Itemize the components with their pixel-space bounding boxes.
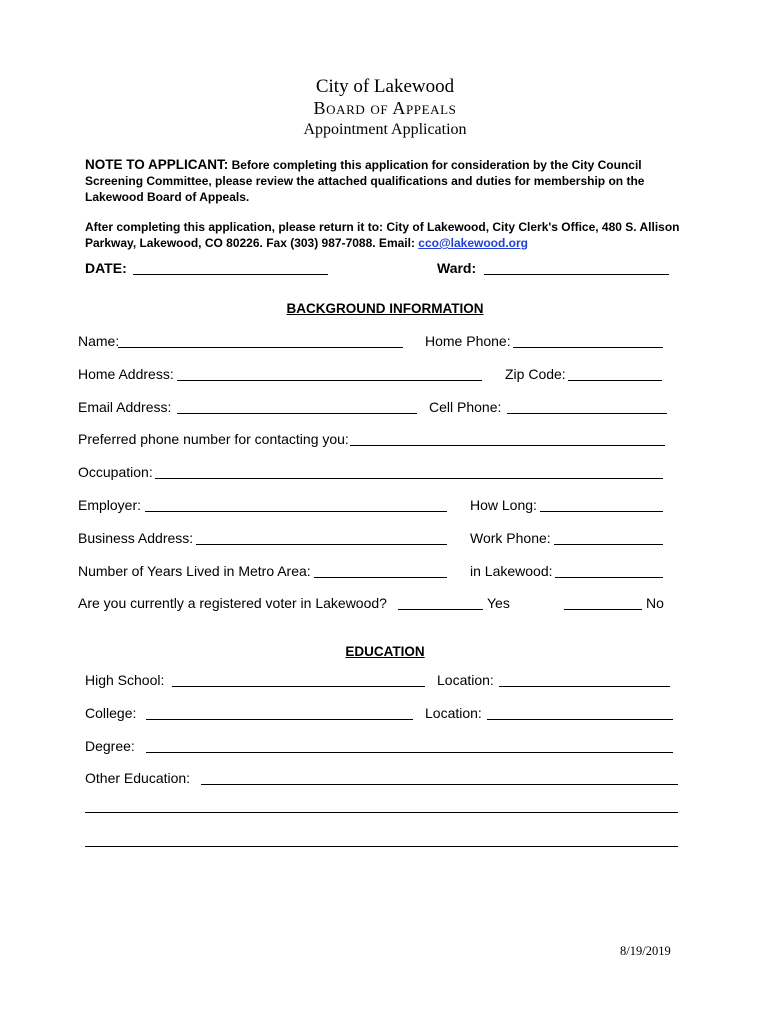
work-phone-label: Work Phone: <box>470 530 551 546</box>
ward-field[interactable] <box>484 274 669 275</box>
form-subtitle: Appointment Application <box>303 121 467 138</box>
note-text: Before completing this application for consideration by the City Council Screening Committee, please review the attached qualifications and duties for membership on the Lakewood Board of Appeals. <box>85 158 645 204</box>
home-address-label: Home Address: <box>78 366 174 382</box>
years-metro-label: Number of Years Lived in Metro Area: <box>78 563 311 579</box>
college-location-label: Location: <box>425 705 482 721</box>
business-address-field[interactable] <box>196 544 447 545</box>
voter-yes-field[interactable] <box>398 609 483 610</box>
email-address-label: Email Address: <box>78 399 172 415</box>
home-address-field[interactable] <box>177 380 482 381</box>
background-heading: BACKGROUND INFORMATION <box>286 301 484 316</box>
high-school-location-label: Location: <box>437 672 494 688</box>
return-instructions <box>85 219 695 251</box>
high-school-field[interactable] <box>172 686 425 687</box>
college-location-field[interactable] <box>487 719 673 720</box>
email-link[interactable]: cco@lakewood.org <box>418 236 529 250</box>
ward-label: Ward: <box>437 260 477 276</box>
email-address-field[interactable] <box>177 413 417 414</box>
how-long-field[interactable] <box>540 511 663 512</box>
education-heading: EDUCATION <box>345 644 425 659</box>
how-long-label: How Long: <box>470 497 537 513</box>
occupation-label: Occupation: <box>78 464 153 480</box>
preferred-phone-field[interactable] <box>350 445 665 446</box>
other-education-line-3[interactable] <box>85 846 678 847</box>
zip-code-field[interactable] <box>568 380 662 381</box>
other-education-line-2[interactable] <box>85 812 678 813</box>
voter-yes-label: Yes <box>487 595 510 611</box>
board-title: Board of Appeals <box>313 98 457 118</box>
note-lead: NOTE TO APPLICANT: <box>85 157 229 172</box>
voter-question: Are you currently a registered voter in Lakewood? <box>78 595 387 611</box>
business-address-label: Business Address: <box>78 530 194 546</box>
in-lakewood-label: in Lakewood: <box>470 563 553 579</box>
date-field[interactable] <box>133 274 328 275</box>
degree-field[interactable] <box>146 752 673 753</box>
college-field[interactable] <box>146 719 413 720</box>
zip-code-label: Zip Code: <box>505 366 566 382</box>
college-label: College: <box>85 705 137 721</box>
high-school-label: High School: <box>85 672 165 688</box>
other-education-field[interactable] <box>201 784 678 785</box>
voter-no-label: No <box>646 595 664 611</box>
home-phone-field[interactable] <box>513 347 663 348</box>
other-education-label: Other Education: <box>85 770 191 786</box>
cell-phone-label: Cell Phone: <box>429 399 502 415</box>
in-lakewood-field[interactable] <box>555 577 663 578</box>
work-phone-field[interactable] <box>554 544 663 545</box>
high-school-location-field[interactable] <box>499 686 670 687</box>
note-to-applicant <box>85 157 695 205</box>
voter-no-field[interactable] <box>564 609 642 610</box>
occupation-field[interactable] <box>155 478 663 479</box>
name-label: Name: <box>78 333 120 349</box>
preferred-phone-label: Preferred phone number for contacting you: <box>78 431 349 447</box>
revision-date: 8/19/2019 <box>620 944 671 958</box>
name-field[interactable] <box>118 347 403 348</box>
return-text: After completing this application, please return it to: City of Lakewood, City Clerk's Office, 480 S. Allison Parkway, Lakewood, CO 80226. Fax (303) 987-7088. Email: <box>85 220 680 250</box>
employer-label: Employer: <box>78 497 142 513</box>
degree-label: Degree: <box>85 738 135 754</box>
employer-field[interactable] <box>145 511 447 512</box>
years-metro-field[interactable] <box>314 577 447 578</box>
cell-phone-field[interactable] <box>507 413 667 414</box>
city-title: City of Lakewood <box>315 76 455 97</box>
home-phone-label: Home Phone: <box>425 333 511 349</box>
date-label: DATE: <box>85 260 127 276</box>
